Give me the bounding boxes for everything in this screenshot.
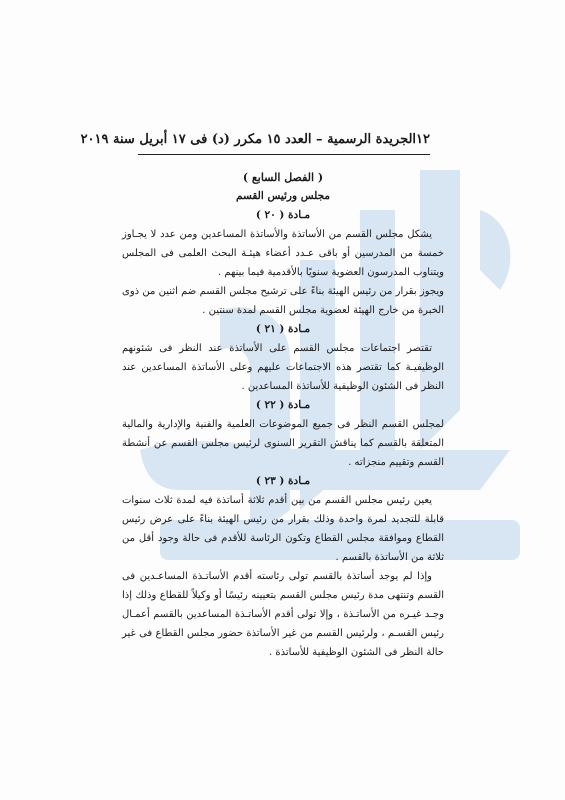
article-paragraph: يعين رئيس مجلس القسم من بين أقدم ثلاثة أساتذة فيه لمدة ثلاث سنوات قابلة للتجديد لمرة واحدة وذلك بقرار من رئيس الهيئة بناءً على عرض رئيس القطاع وموافقة مجلس القطاع وتكون الرئاسة للأقدم فى حالة وجود أقل من ثلاثة من الأساتذة بالقسم . <box>122 495 444 563</box>
page-number: ١٢ <box>416 132 430 147</box>
article-heading: مـادة ( ٢٢ ) <box>255 399 311 411</box>
document-body <box>122 168 444 662</box>
article-paragraph: وإذا لم يوجد أساتذة بالقسم تولى رئاسته أقدم الأساتـذة المساعـدين فى القسم وتنتهى مدة رئيس مجلس القسم بتعيينه رئيسًا أو وكيلاً للقطاع وذلك إذا وجـد غيـره من الأساتـذة ، وإلا تولى أقدم الأساتـذة المساعدين بالقسم أعمـال رئيس القسـم ، ولرئيس القسم من غير الأساتذة حضور مجلس القطاع فى غير حالة النظر فى الشئون الوظيفية للأساتذة . <box>122 571 444 658</box>
article-heading: مـادة ( ٢٣ ) <box>255 475 311 487</box>
article-heading: مـادة ( ٢١ ) <box>255 323 311 335</box>
article-paragraph: يشكل مجلس القسم من الأساتذة والأساتذة المساعدين ومن عدد لا يجـاوز خمسة من المدرسين أو باقى عـدد أعضاء هيئـة البحث العلمى فى المجلس ويتناوب المدرسون العضوية سنويًا بالأقدمية فيما بينهم . <box>122 229 444 278</box>
article-paragraph: تقتصر اجتماعات مجلس القسم على الأساتذة عند النظر فى شئونهم الوظيفيـة كما تقتصر هذه الاجتماعات عليهم وعلى الأساتذة المساعدين عند النظر فى الشئون الوظيفية للأساتذة المساعدين . <box>122 343 444 392</box>
gazette-header-line: الجريدة الرسمية – العدد ١٥ مكرر (د) فى ١٧ أبريل سنة ٢٠١٩ <box>80 132 417 147</box>
article-heading: مـادة ( ٢٠ ) <box>255 209 311 221</box>
chapter-title: ( الفصل السابع ) <box>242 171 324 184</box>
article-paragraph: ويجوز بقرار من رئيس الهيئة بناءً على ترشيح مجلس القسم ضم اثنين من ذوى الخبرة من خارج الهيئة لعضوية مجلس القسم لمدة سنتين . <box>122 286 444 316</box>
chapter-subtitle: مجلس ورئيس القسم <box>236 190 330 202</box>
page-header <box>80 132 430 147</box>
header-rule <box>138 154 430 155</box>
article-paragraph: لمجلس القسم النظر فى جميع الموضوعات العلمية والفنية والإدارية والمالية المتعلقة بالقسم كما يناقش التقرير السنوى لرئيس مجلس القسم عن أنشطة القسم وتقييم منجزاته . <box>122 419 444 468</box>
